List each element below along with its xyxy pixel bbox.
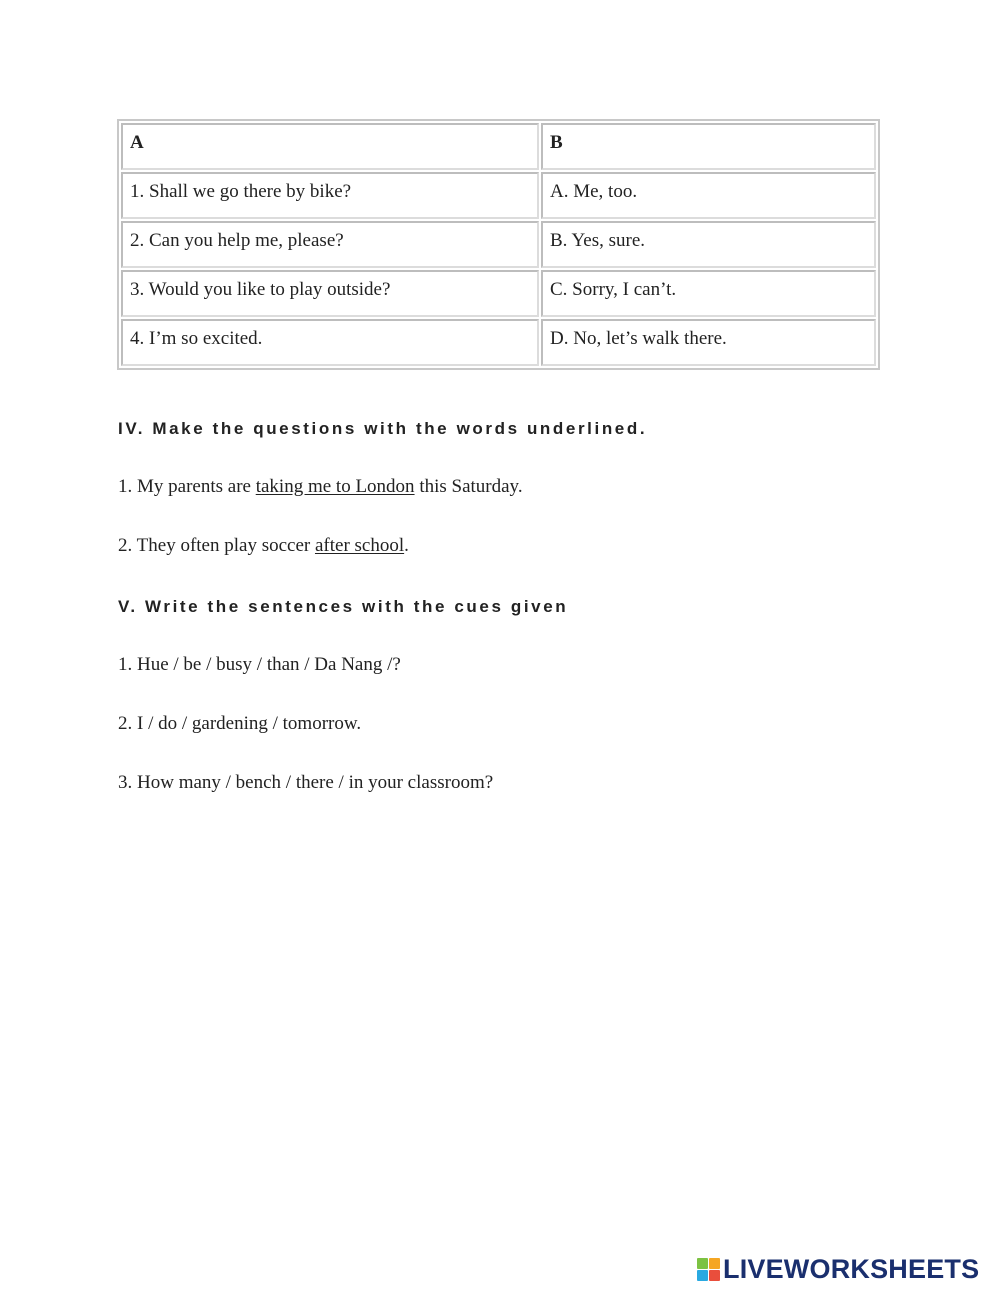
matching-table <box>117 119 880 370</box>
answer-cell: C. Sorry, I can’t. <box>541 270 876 317</box>
section-v-item-2: 2. I / do / gardening / tomorrow. <box>118 713 362 734</box>
question-cell: 4. I’m so excited. <box>121 319 539 366</box>
section-iv-heading: IV. Make the questions with the words underlined. <box>118 419 648 438</box>
logo-block <box>709 1270 720 1281</box>
item-text: this Saturday. <box>414 476 523 497</box>
section-v-item-3: 3. How many / bench / there / in your classroom? <box>118 772 494 793</box>
underlined-phrase: taking me to London <box>255 476 415 497</box>
logo-blocks-icon <box>697 1258 720 1281</box>
logo-block <box>697 1258 708 1269</box>
table-row <box>121 270 876 317</box>
logo-block <box>709 1258 720 1269</box>
question-cell: 1. Shall we go there by bike? <box>121 172 539 219</box>
table-row <box>121 172 876 219</box>
column-a-header: A <box>121 123 539 170</box>
item-text: . <box>404 535 409 556</box>
logo-text: LIVEWORKSHEETS <box>723 1253 980 1284</box>
section-iv-item-2 <box>118 535 409 557</box>
item-text: 2. They often play soccer <box>118 535 315 556</box>
question-cell: 2. Can you help me, please? <box>121 221 539 268</box>
table-header-row <box>121 123 876 170</box>
item-text: 1. My parents are <box>118 476 256 497</box>
underlined-phrase: after school <box>314 535 405 556</box>
answer-cell: B. Yes, sure. <box>541 221 876 268</box>
logo-block <box>697 1270 708 1281</box>
question-cell: 3. Would you like to play outside? <box>121 270 539 317</box>
section-v-item-1: 1. Hue / be / busy / than / Da Nang /? <box>118 654 401 675</box>
answer-cell: A. Me, too. <box>541 172 876 219</box>
liveworksheets-logo <box>697 1254 979 1284</box>
table-row <box>121 319 876 366</box>
section-iv-item-1 <box>118 476 523 498</box>
answer-cell: D. No, let’s walk there. <box>541 319 876 366</box>
table-row <box>121 221 876 268</box>
column-b-header: B <box>541 123 876 170</box>
section-v-heading: V. Write the sentences with the cues given <box>118 597 569 616</box>
